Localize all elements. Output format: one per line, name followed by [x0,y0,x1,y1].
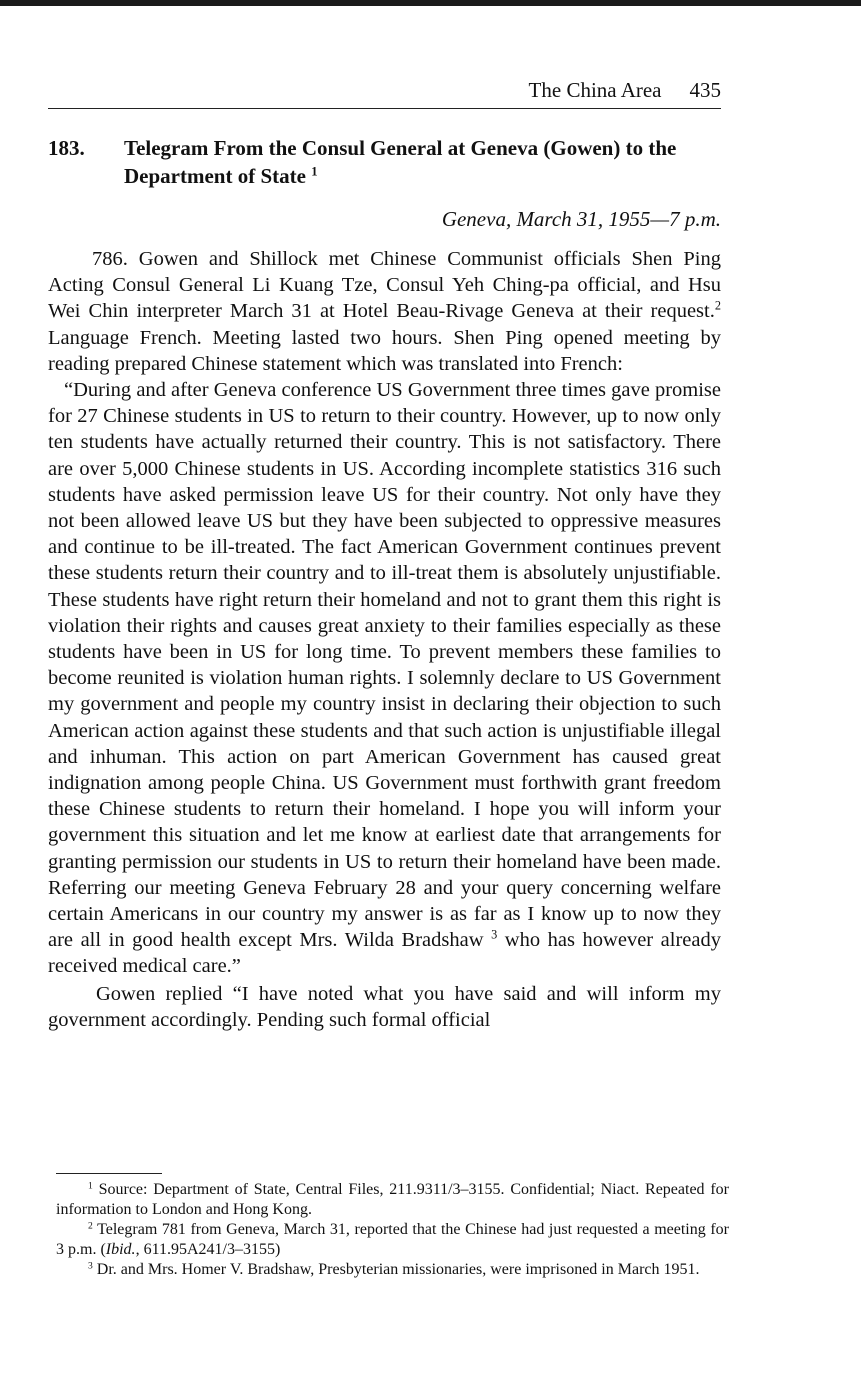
paragraph-1-text-a: 786. Gowen and Shillock met Chinese Communist officials Shen Ping Acting Consul General Li Kuang Tze, Consul Yeh Ching-pa official, and Hsu Wei Chin interpreter March 31 at Hotel Beau-Rivage Geneva at their request. [48,248,721,323]
running-head-section: The China Area [528,78,662,102]
footnote-2-marker: 2 [88,1220,93,1232]
footnote-ref-1: 1 [311,164,318,179]
paragraph-1-text-b: Language French. Meeting lasted two hours. Shen Ping opened meeting by reading prepared Chinese statement which was translated into French: [48,326,721,375]
footnote-1-text: Source: Department of State, Central Files, 211.9311/3–3155. Confidential; Niact. Repeated for information to London and Hong Kong. [56,1181,729,1218]
footnote-2-ibid: Ibid. [105,1241,136,1258]
footnote-1 [56,1180,729,1220]
page-number: 435 [689,78,721,102]
body-paragraph-1 [48,246,721,377]
footnote-1-marker: 1 [88,1180,93,1192]
footnote-2-text-b: , 611.95A241/3–3155) [135,1241,281,1258]
telegram-body [48,246,721,1033]
quote-text-a: “During and after Geneva conference US Government three times gave promise for 27 Chinese students in US to return to their country. However, up to now only ten students have actually returned their country. This is not satisfactory. There are over 5,000 Chinese students in US. According incomplete statistics 316 such students have asked permission leave US for their country. Not only have they not been allowed leave US but they have been subjected to oppressive measures and continue to be ill-treated. The fact American Government continues prevent these students return their country and to ill-treat them is absolutely unjustifiable. These students have right return their homeland and not to grant them this right is violation their rights and causes great anxiety to their families especially as these students have been in US for long time. To prevent members these families to become reunited is violation human rights. I solemnly declare to US Government my government and people my country insist in declaring their objection to such American action against these students and that such action is unjustifiable illegal and inhuman. This action on part American Government has caused great indignation among people China. US Government must forthwith grant freedom these Chinese students to return their homeland. I hope you will inform your government this situation and let me know at earliest date that arrangements for granting permission our students in US to return their homeland have been made. Referring our meeting Geneva February 28 and your query concerning welfare certain Americans in our country my answer is as far as I know up to now they are all in good health except Mrs. Wilda Bradshaw [48,379,721,952]
footnote-ref-3: 3 [491,927,498,942]
footnote-3 [56,1260,729,1280]
running-head [48,78,721,109]
document-title [124,134,724,190]
footnote-ref-2: 2 [714,299,721,314]
footnotes [56,1180,729,1280]
footnote-2 [56,1220,729,1260]
document-number: 183. [48,136,85,160]
dateline: Geneva, March 31, 1955—7 p.m. [441,207,721,231]
document-title-text: Telegram From the Consul General at Geneva (Gowen) to the Department of State [124,136,677,188]
footnote-rule [56,1173,162,1174]
footnote-2-text-a: Telegram 781 from Geneva, March 31, reported that the Chinese had just requested a meeting for 3 p.m. ( [56,1221,729,1258]
body-paragraph-reply: Gowen replied “I have noted what you have said and will inform my government accordingly. Pending such formal official [48,982,721,1031]
top-border-rule [0,0,861,6]
body-paragraph-quote [48,377,721,980]
quote-text-b: who has however already received medical care.” [48,929,722,978]
footnote-3-text: Dr. and Mrs. Homer V. Bradshaw, Presbyterian missionaries, were imprisoned in March 1951. [92,1261,700,1278]
footnote-3-marker: 3 [88,1260,93,1272]
